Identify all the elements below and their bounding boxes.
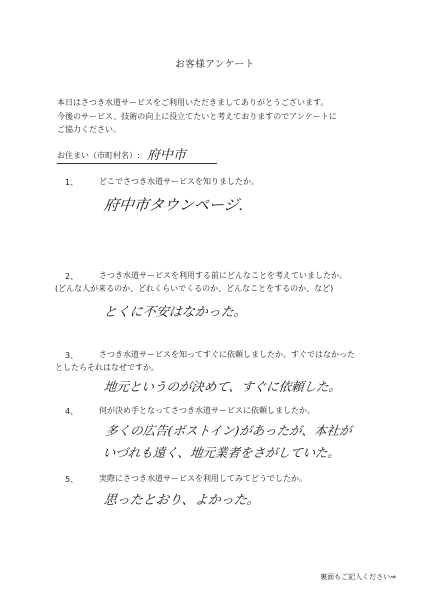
address-label: お住まい（市町村名）:	[57, 151, 140, 160]
answer-line: 思ったとおり、よかった。	[103, 493, 261, 508]
question-5-text	[99, 472, 307, 485]
survey-title: お客様アンケート	[175, 59, 255, 70]
address-answer: 府中市	[147, 148, 187, 163]
answer-5	[103, 489, 261, 508]
intro-line: ご協力ください。	[57, 125, 121, 134]
question-2-text	[55, 269, 347, 295]
answer-1	[103, 194, 245, 215]
question-line: 実際にさつき水道サービスを利用してみてどうでしたか。	[99, 474, 307, 483]
address-field[interactable]	[57, 147, 217, 164]
question-line: 何が決め手となってさつき水道サービスに依頼しましたか。	[99, 406, 315, 415]
question-3-text	[55, 348, 355, 374]
question-line: としたらそれはなぜですか。	[55, 363, 159, 372]
question-line: さつき水道サービスを利用する前にどんなことを考えていましたか。	[99, 271, 347, 280]
question-1-number: 1、	[65, 178, 79, 187]
intro-line: 本日はさつき水道サービスをご利用いただきましてありがとうございます。	[57, 98, 329, 107]
answer-2	[103, 301, 248, 320]
answer-line: とくに不安はなかった。	[103, 305, 248, 320]
answer-line: いづれも遠く、地元業者をさがしていた。	[102, 445, 341, 460]
question-4-number: 4、	[65, 407, 79, 416]
intro-text	[57, 96, 397, 137]
answer-line: 地元というのが決めて、すぐに依頼した。	[103, 379, 343, 394]
answer-3	[103, 377, 342, 395]
question-line: さつき水道サービスを知ってすぐに依頼しましたか。すぐではなかった	[99, 350, 355, 359]
question-line: どこでさつき水道サービスを知りましたか。	[99, 177, 259, 186]
intro-line: 今後のサービス、技術の向上に役立てたいと考えておりますのでアンケートに	[57, 111, 337, 121]
answer-line: 府中市タウンページ.	[103, 196, 245, 214]
question-line: (どんな人が来るのか、どれくらいでくるのか、どんなことをするのか、など)	[55, 284, 334, 293]
question-5-number: 5、	[65, 475, 79, 484]
answer-4	[102, 420, 353, 464]
question-1-text	[99, 175, 259, 188]
question-4-text	[99, 404, 315, 417]
footer-note: 裏面もご記入ください⇒	[320, 573, 396, 581]
answer-line: 多くの広告(ポストイン)があったが、本社が	[104, 423, 353, 438]
question-3-number: 3、	[65, 351, 79, 360]
question-2-number: 2、	[65, 272, 79, 281]
